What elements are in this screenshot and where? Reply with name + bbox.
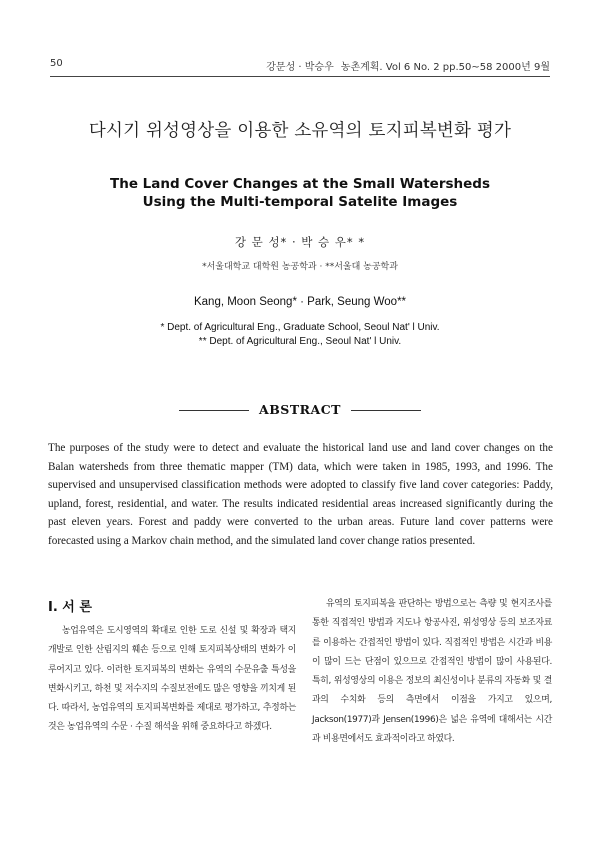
abstract-heading-block bbox=[0, 402, 600, 417]
section-heading: Ⅰ. 서 론 bbox=[48, 600, 92, 615]
authors-english: Kang, Moon Seong* · Park, Seung Woo** bbox=[193, 296, 407, 308]
title-english bbox=[0, 175, 600, 211]
abstract-rule-right bbox=[351, 410, 421, 411]
abstract-heading: ABSTRACT bbox=[259, 402, 341, 417]
authors-korean: 강 문 성* · 박 승 우* * bbox=[234, 235, 366, 249]
title-english-line2: Using the Multi-temporal Satelite Images bbox=[142, 194, 458, 210]
affiliation-english-2: ** Dept. of Agricultural Eng., Seoul Nat' l Univ. bbox=[198, 336, 402, 347]
running-header bbox=[50, 58, 550, 74]
left-column-paragraph: 농업유역은 도시영역의 확대로 인한 도로 신설 및 확장과 택지개발로 인한 산림지의 훼손 등으로 인해 토지피복상태의 변화가 이루어지고 있다. 이러한 토지피복의 변화는 유역의 수문유출 특성을 변화시키고, 하천 및 저수지의 수질보전에도 많은 영향을 끼치게 된다. 따라서, 농업유역의 토지피복변화를 제대로 평가하고, 추정하는 것은 농업유역의 수문 · 수질 해석을 위해 중요하다고 하겠다. bbox=[48, 626, 296, 733]
affiliation-korean: *서울대학교 대학원 농공학과 · **서울대 농공학과 bbox=[202, 262, 398, 272]
abstract-rule-left bbox=[179, 410, 249, 411]
right-column bbox=[312, 595, 552, 749]
journal-citation: 농촌계획. Vol 6 No. 2 pp.50~58 2000년 9월 bbox=[340, 62, 550, 73]
left-column bbox=[48, 622, 296, 738]
header-rule bbox=[50, 76, 550, 77]
running-authors: 강문성 · 박승우 bbox=[266, 62, 334, 73]
title-english-line1: The Land Cover Changes at the Small Watersheds bbox=[110, 176, 490, 192]
right-column-paragraph: 유역의 토지피복을 판단하는 방법으로는 측량 및 현지조사를 통한 직접적인 방법과 지도나 항공사진, 위성영상 등의 보조자료를 이용하는 간접적인 방법이 있다. 직접적인 방법은 시간과 비용이 많이 드는 단점이 있으므로 간접적인 방법이 많이 사용된다. 특히, 위성영상의 이용은 정보의 최신성이나 분류의 자동화 및 결과의 수치화 등의 측면에서 이점을 가지고 있으며, Jackson(1977)과 Jensen(1996)은 넓은 유역에 대해서는 시간과 비용면에서도 효과적이라고 하였다. bbox=[312, 599, 552, 745]
affiliation-english bbox=[0, 321, 600, 349]
page-number: 50 bbox=[50, 58, 63, 69]
affiliation-english-1: * Dept. of Agricultural Eng., Graduate School, Seoul Nat' l Univ. bbox=[160, 322, 440, 333]
abstract-text: The purposes of the study were to detect and evaluate the historical land use and land cover changes on the Balan watersheds from three thematic mapper (TM) data, which were taken in 1985, 1993, and 1996. The supervised and unsupervised classification methods were adopted to classify five land cover categories: Paddy, upland, forest, residential, and water. The results indicated residential areas increased significantly during the past eleven years. Forest and paddy were converted to the urban areas. Future land cover patterns were forecasted using a Markov chain method, and the simulated land cover change ratios presented. bbox=[48, 442, 553, 547]
title-korean: 다시기 위성영상을 이용한 소유역의 토지피복변화 평가 bbox=[88, 121, 512, 141]
